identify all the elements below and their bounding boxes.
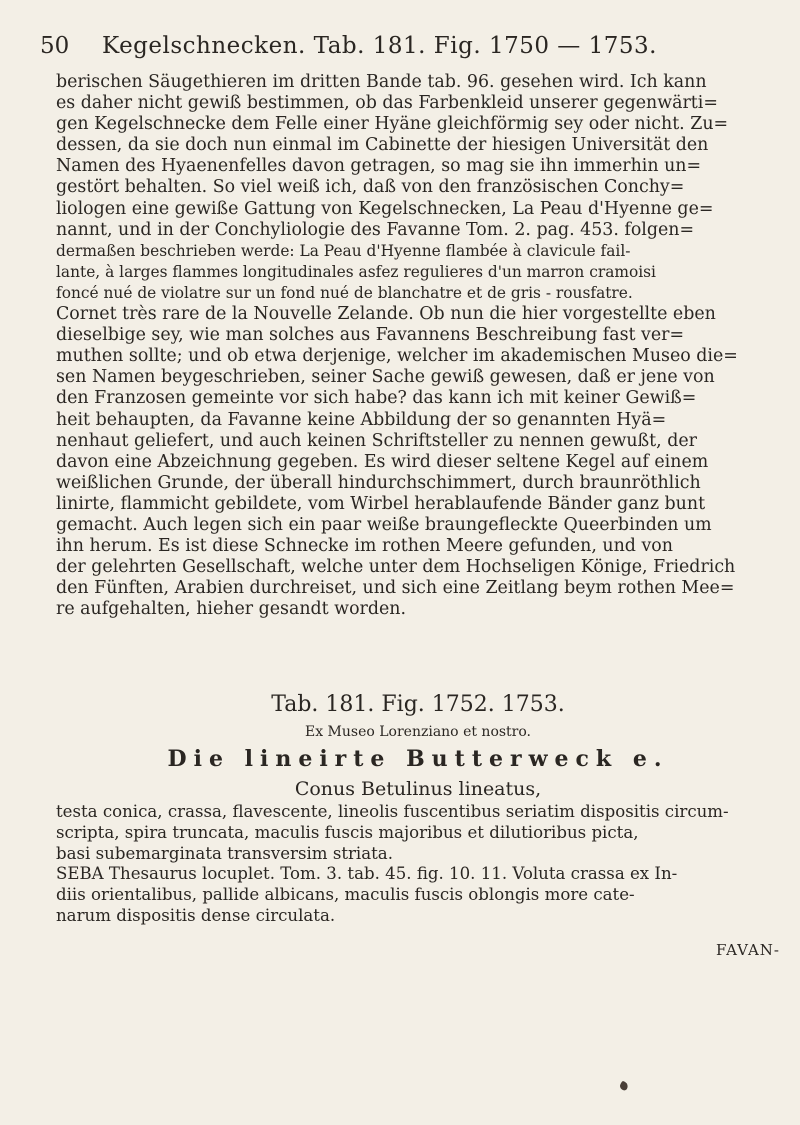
text-line: sen Namen beygeschrieben, seiner Sache gewiß gewesen, daß er jene von: [56, 367, 715, 388]
latin-line: scripta, spira truncata, maculis fuscis majoribus et dilutioribus picta,: [56, 822, 639, 842]
text-line: gestört behalten. So viel weiß ich, daß von den französischen Conchy=: [56, 177, 685, 198]
latin-line: basi subemarginata transversim striata.: [56, 843, 393, 863]
main-text: [56, 72, 780, 620]
text-line: heit behaupten, da Favanne keine Abbildung der so genannten Hyä=: [56, 409, 667, 430]
running-title: Kegelschnecken. Tab. 181. Fig. 1750 — 1753.: [102, 33, 657, 59]
species-latin-name: Conus Betulinus lineatus,: [294, 778, 542, 800]
text-line: davon eine Abzeichnung gegeben. Es wird dieser seltene Kegel auf einem: [56, 451, 709, 472]
text-line: linirte, flammicht gebildete, vom Wirbel herablaufende Bänder ganz bunt: [56, 493, 706, 514]
text-line: Namen des Hyaenenfelles davon getragen, so mag sie ihn immerhin un=: [56, 156, 702, 177]
text-line: weißlichen Grunde, der überall hindurchschimmert, durch braunröthlich: [56, 472, 701, 493]
text-line: den Fünften, Arabien durchreiset, und sich eine Zeitlang beym rothen Mee=: [56, 578, 735, 599]
latin-description: [56, 802, 780, 927]
text-line: dessen, da sie doch nun einmal im Cabinette der hiesigen Universität den: [56, 135, 709, 156]
ink-blot: [619, 1081, 630, 1092]
latin-line: testa conica, crassa, flavescente, lineolis fuscentibus seriatim dispositis circum-: [56, 802, 729, 821]
text-line: lante, à larges flammes longitudinales asfez regulieres d'un marron cramoisi: [56, 262, 656, 281]
text-line: es daher nicht gewiß bestimmen, ob das Farbenkleid unserer gegenwärti=: [56, 93, 718, 114]
text-line: berischen Säugethieren im dritten Bande tab. 96. gesehen wird. Ich kann: [56, 72, 707, 92]
text-line: re aufgehalten, hieher gesandt worden.: [56, 599, 407, 620]
page-header: [40, 24, 780, 68]
text-line: muthen sollte; und ob etwa derjenige, welcher im akademischen Museo die=: [56, 346, 738, 367]
text-line: ihn herum. Es ist diese Schnecke im rothen Meere gefunden, und von: [56, 536, 673, 557]
text-line: gen Kegelschnecke dem Felle einer Hyäne gleichförmig sey oder nicht. Zu=: [56, 114, 729, 135]
text-line: gemacht. Auch legen sich ein paar weiße braungefleckte Queerbinden um: [56, 514, 712, 535]
text-line: den Franzosen gemeinte vor sich habe? das kann ich mit keiner Gewiß=: [56, 388, 697, 409]
text-line: dermaßen beschrieben werde: La Peau d'Hyenne flambée à clavicule fail-: [56, 241, 631, 260]
text-line: dieselbige sey, wie man solches aus Favannens Beschreibung fast ver=: [56, 325, 685, 346]
text-line: der gelehrten Gesellschaft, welche unter dem Hochseligen Könige, Friedrich: [56, 557, 736, 578]
text-line: liologen eine gewiße Gattung von Kegelschnecken, La Peau d'Hyenne ge=: [56, 198, 714, 219]
text-line: Cornet très rare de la Nouvelle Zelande. Ob nun die hier vorgestellte eben: [56, 304, 716, 325]
catchword: FAVAN-: [715, 941, 780, 959]
citation-line: diis orientalibus, pallide albicans, maculis fuscis oblongis more cate-: [56, 885, 635, 905]
text-line: foncé nué de violatre sur un fond nué de blanchatre et de gris - rousfatre.: [56, 283, 633, 302]
section-heading: Tab. 181. Fig. 1752. 1753.: [271, 692, 565, 717]
species-german-name: Die lineirte Butterweck e.: [167, 746, 669, 772]
citation-line: narum dispositis dense circulata.: [56, 905, 336, 925]
text-line: nannt, und in der Conchyliologie des Favanne Tom. 2. pag. 453. folgen=: [56, 219, 695, 240]
provenance-note: Ex Museo Lorenziano et nostro.: [304, 724, 532, 740]
citation-line: SEBA Thesaurus locuplet. Tom. 3. tab. 45. fig. 10. 11. Voluta crassa ex In-: [56, 864, 678, 884]
page-number: 50: [40, 33, 70, 59]
text-line: nenhaut geliefert, und auch keinen Schriftsteller zu nennen gewußt, der: [56, 430, 697, 451]
